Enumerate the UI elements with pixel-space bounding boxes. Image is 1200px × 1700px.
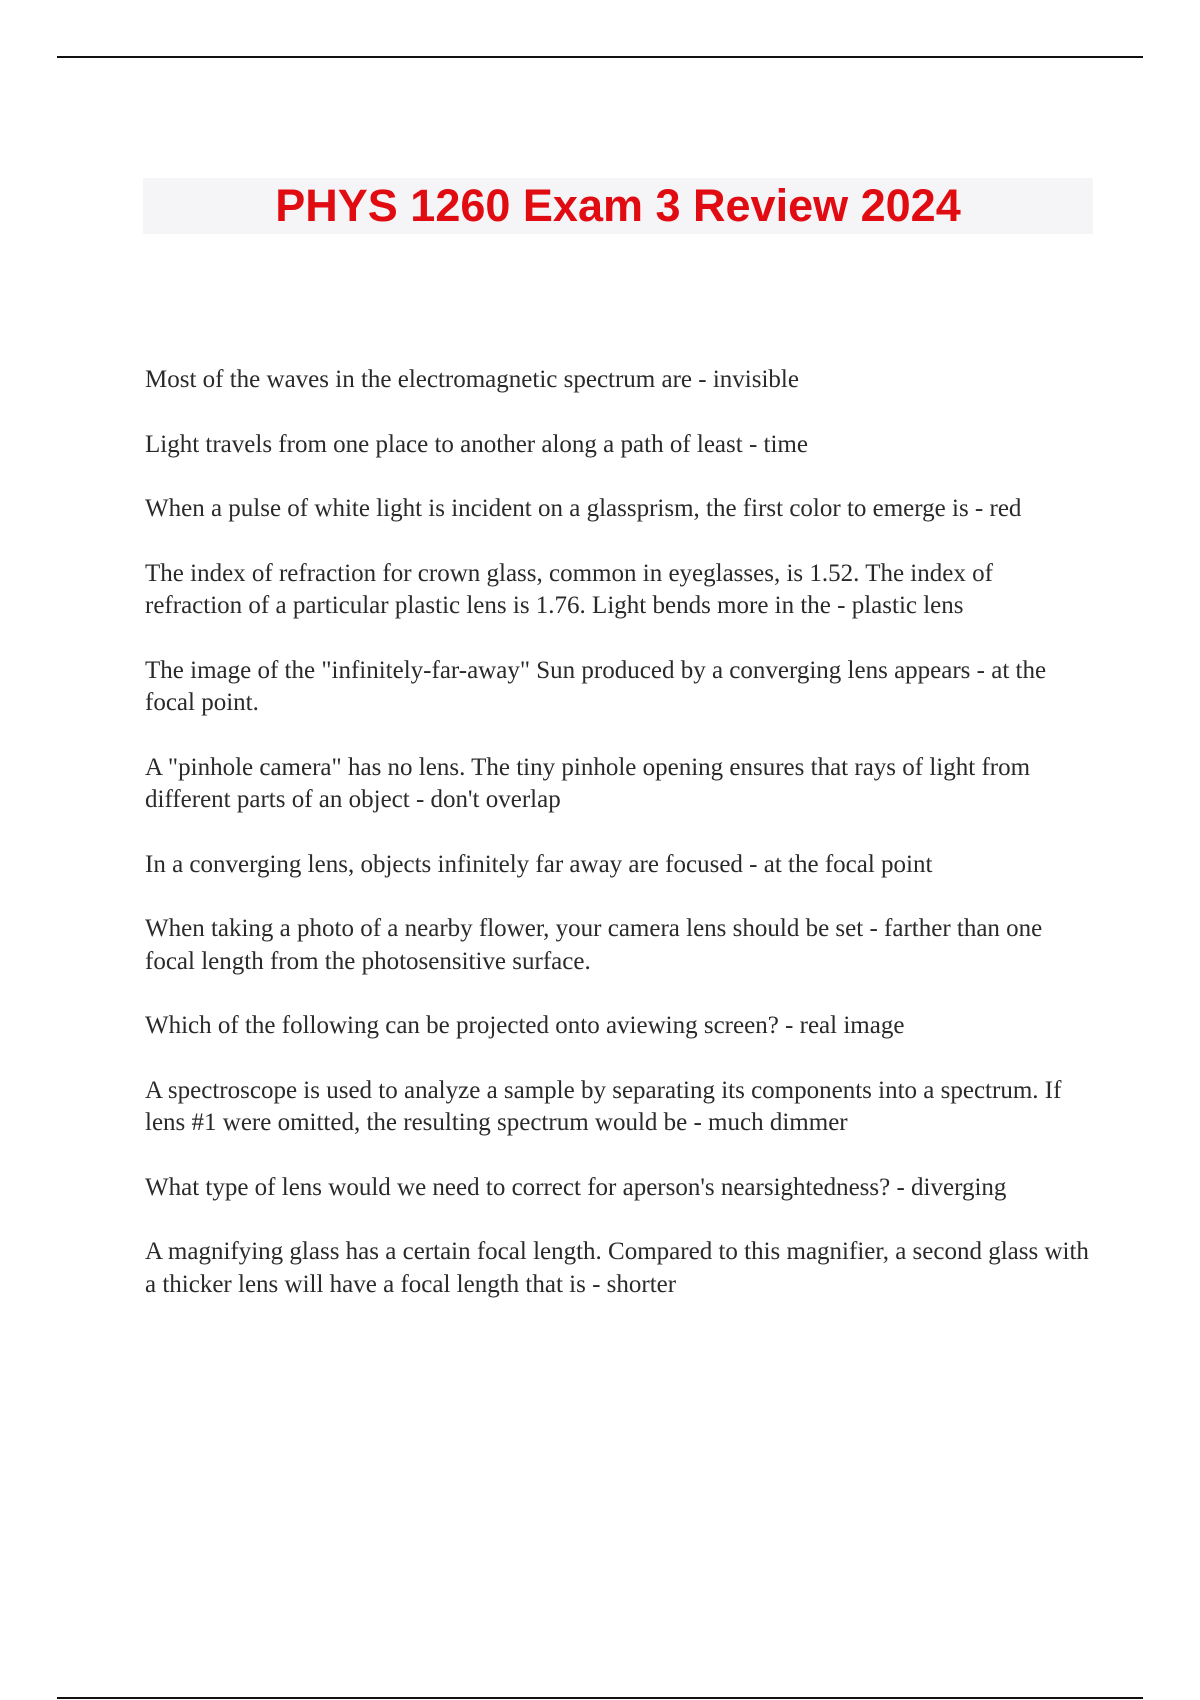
- qa-item: A magnifying glass has a certain focal length. Compared to this magnifier, a second glass with a thicker lens will have a focal length that is - shorter: [145, 1238, 1089, 1298]
- qa-item: A "pinhole camera" has no lens. The tiny pinhole opening ensures that rays of light from different parts of an object - don't overlap: [145, 753, 1031, 813]
- qa-item: Light travels from one place to another along a path of least - time: [145, 430, 808, 458]
- qa-item: Most of the waves in the electromagnetic spectrum are - invisible: [145, 366, 799, 393]
- qa-item: What type of lens would we need to correct for aperson's nearsightedness? - diverging: [145, 1173, 1007, 1201]
- document-title: PHYS 1260 Exam 3 Review 2024: [275, 180, 961, 231]
- title-banner: [143, 178, 1093, 234]
- top-rule: [57, 56, 1143, 58]
- qa-item: When a pulse of white light is incident on a glassprism, the first color to emerge is - red: [145, 495, 1022, 522]
- qa-item: When taking a photo of a nearby flower, your camera lens should be set - farther than one focal length from the photosensitive surface.: [145, 915, 1043, 975]
- qa-item: The image of the "infinitely-far-away" Sun produced by a converging lens appears - at the focal point.: [145, 656, 1047, 716]
- qa-item: Which of the following can be projected onto aviewing screen? - real image: [145, 1012, 905, 1039]
- bottom-rule: [57, 1697, 1143, 1699]
- qa-item: A spectroscope is used to analyze a sample by separating its components into a spectrum. If lens #1 were omitted, the resulting spectrum would be - much dimmer: [145, 1076, 1062, 1136]
- qa-item: In a converging lens, objects infinitely far away are focused - at the focal point: [145, 850, 933, 878]
- qa-item: The index of refraction for crown glass, common in eyeglasses, is 1.52. The index of refraction of a particular plastic lens is 1.76. Light bends more in the - plastic lens: [145, 559, 993, 619]
- question-answer-list: [145, 364, 1090, 1333]
